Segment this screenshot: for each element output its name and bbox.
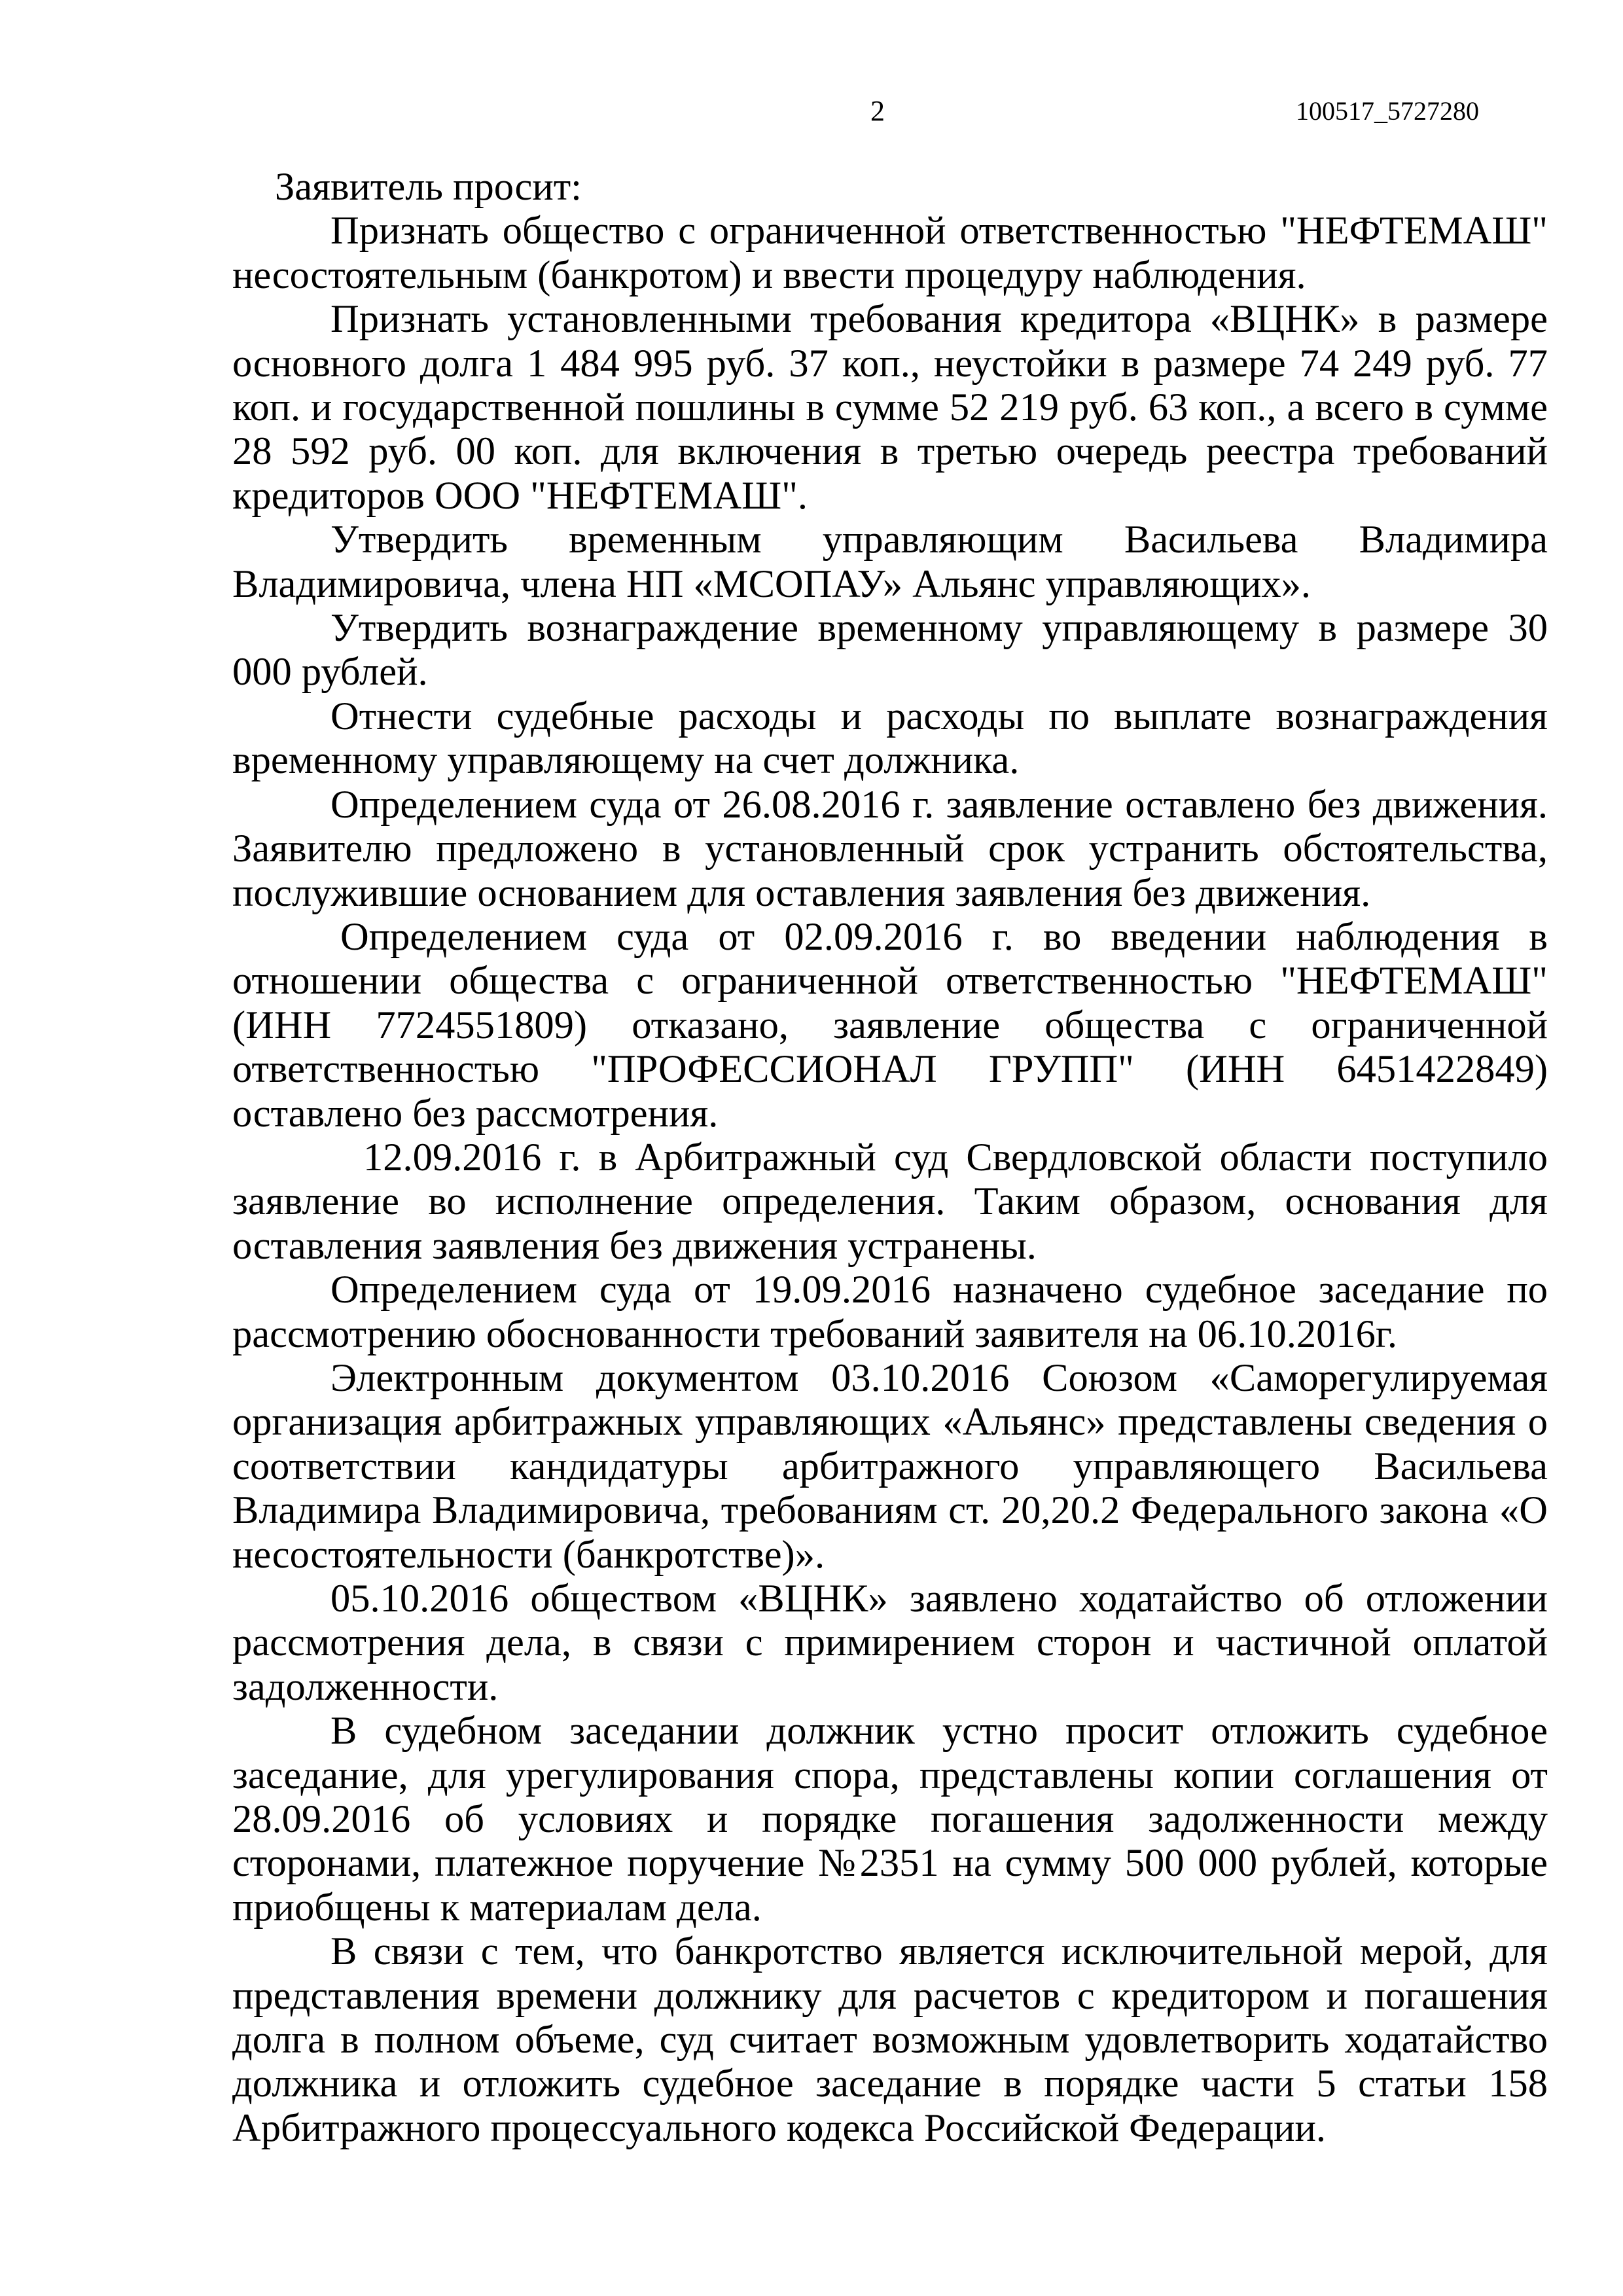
paragraph-sro-information: Электронным документом 03.10.2016 Союзом «Саморегулируемая организация арбитражных управляющих «Альянс» представлены сведения о соответствии кандидатуры арбитражного управляющего Васильева Владимира Владимировича, требованиям ст. 20,20.2 Федерального закона «О несостоятельности (банкротстве)». xyxy=(232,1355,1548,1577)
page-number: 2 xyxy=(870,95,885,127)
paragraph-ruling-2016-09-02: Определением суда от 02.09.2016 г. во введении наблюдения в отношении общества с ограниченной ответственностью "НЕФТЕМАШ" (ИНН 7724551809) отказано, заявление общества с ограниченной ответственностью "ПРОФЕССИОНАЛ ГРУПП" (ИНН 6451422849) оставлено без рассмотрения. xyxy=(232,914,1548,1136)
paragraph-manager-fee: Утвердить вознаграждение временному управляющему в размере 30 000 рублей. xyxy=(232,606,1548,694)
paragraph-hearing-request: В судебном заседании должник устно просит отложить судебное заседание, для урегулирования спора, представлены копии соглашения от 28.09.2016 об условиях и порядке погашения задолженности между сторонами, платежное поручение №2351 на сумму 500 000 рублей, которые приобщены к материалам дела. xyxy=(232,1709,1548,1929)
document-body xyxy=(232,165,1548,2150)
paragraph-creditor-claims: Признать установленными требования кредитора «ВЦНК» в размере основного долга 1 484 995 руб. 37 коп., неустойки в размере 74 249 руб. 77 коп. и государственной пошлины в сумме 52 219 руб. 63 коп., а всего в сумме 28 592 руб. 00 коп. для включения в третью очередь реестра требований кредиторов ООО "НЕФТЕМАШ". xyxy=(232,297,1548,518)
paragraph-court-costs: Отнести судебные расходы и расходы по выплате вознаграждения временному управляющему на счет должника. xyxy=(232,694,1548,783)
paragraph-declare-insolvent: Признать общество с ограниченной ответственностью "НЕФТЕМАШ" несостоятельным (банкротом) и ввести процедуру наблюдения. xyxy=(232,209,1548,297)
paragraph-petition-intro: Заявитель просит: xyxy=(275,165,582,209)
paragraph-court-decision: В связи с тем, что банкротство является исключительной мерой, для представления времени должнику для расчетов с кредитором и погашения долга в полном объеме, суд считает возможным удовлетворить ходатайство должника и отложить судебное заседание в порядке части 5 статьи 158 Арбитражного процессуального кодекса Российской Федерации. xyxy=(232,1929,1548,2150)
paragraph-postponement-motion: 05.10.2016 обществом «ВЦНК» заявлено ходатайство об отложении рассмотрения дела, в связи с примирением сторон и частичной оплатой задолженности. xyxy=(232,1577,1548,1709)
paragraph-ruling-2016-09-19: Определением суда от 19.09.2016 назначено судебное заседание по рассмотрению обоснованности требований заявителя на 06.10.2016г. xyxy=(232,1268,1548,1356)
paragraph-filing-2016-09-12: 12.09.2016 г. в Арбитражный суд Свердловской области поступило заявление во исполнение определения. Таким образом, основания для оставления заявления без движения устранены. xyxy=(232,1135,1548,1268)
paragraph-ruling-2016-08-26: Определением суда от 26.08.2016 г. заявление оставлено без движения. Заявителю предложено в установленный срок устранить обстоятельства, послужившие основанием для оставления заявления без движения. xyxy=(232,782,1548,915)
document-code: 100517_5727280 xyxy=(1296,96,1479,126)
paragraph-appoint-manager: Утвердить временным управляющим Васильева Владимира Владимировича, члена НП «МСОПАУ» Альянс управляющих». xyxy=(232,518,1548,606)
